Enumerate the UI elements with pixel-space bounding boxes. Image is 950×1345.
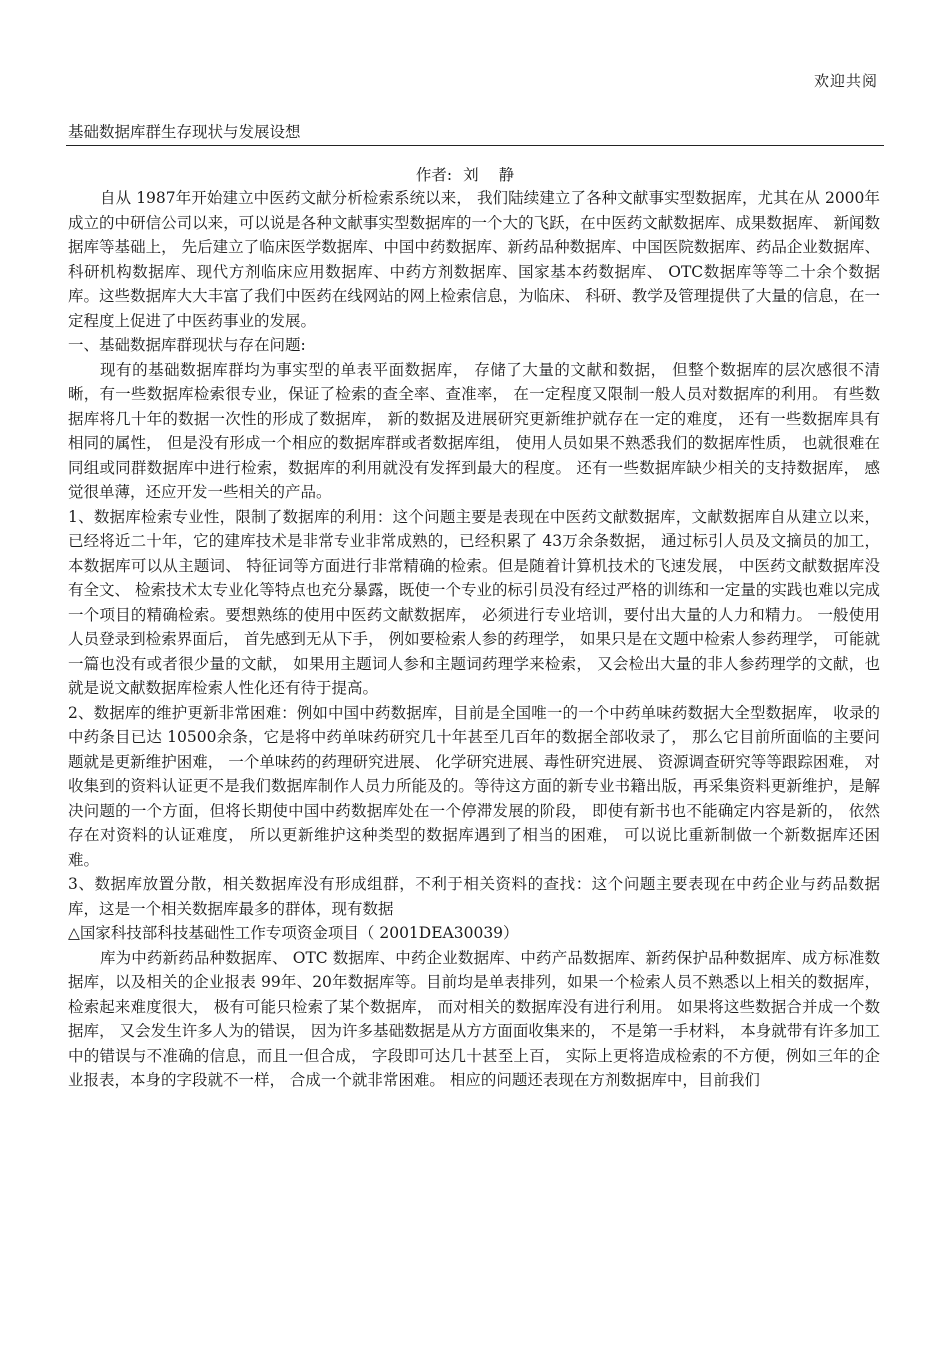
author-byline	[0, 163, 950, 185]
author-label: 作者:	[415, 166, 453, 184]
paragraph: 2、数据库的维护更新非常困难：例如中国中药数据库，目前是全国唯一的一个中药单味药数据大全型数据库， 收录的中药条目已达 10500余条，它是将中药单味药研究几十年甚至几百年的数据全部收录了， 那么它目前所面临的主要问题就是更新维护困难， 一个单味药的药理研究进展、 化学研究进展、毒性研究进展、 资源调查研究等等跟踪困难， 对收集到的资料认证更不是我们数据库制作人员力所能及的。等待这方面的新专业书籍出版，再采集资料更新维护，是解决问题的一个方面，但将长期使中国中药数据库处在一个停滞发展的阶段， 即使有新书也不能确定内容是新的， 依然存在对资料的认证难度， 所以更新维护这种类型的数据库遇到了相当的困难， 可以说比重新制做一个新数据库还困难。	[68, 703, 880, 869]
paragraph: 3、数据库放置分散，相关数据库没有形成组群，不利于相关资料的查找：这个问题主要表现在中药企业与药品数据库，这是一个相关数据库最多的群体，现有数据	[68, 875, 880, 918]
paragraph: 现有的基础数据库群均为事实型的单表平面数据库， 存储了大量的文献和数据， 但整个数据库的层次感很不清晰，有一些数据库检索很专业，保证了检索的查全率、查准率， 在一定程度又限制一般人员对数据库的利用。 有些数据库将几十年的数据一次性的形成了数据库， 新的数据及进展研究更新维护就存在一定的难度， 还有一些数据库具有相同的属性， 但是没有形成一个相应的数据库群或者数据库组， 使用人员如果不熟悉我们的数据库性质， 也就很难在同组或同群数据库中进行检索，数据库的利用就没有发挥到最大的程度。 还有一些数据库缺少相关的支持数据库， 感觉很单薄，还应开发一些相关的产品。	[68, 360, 880, 501]
paragraph: 1、数据库检索专业性，限制了数据库的利用：这个问题主要是表现在中医药文献数据库，文献数据库自从建立以来，已经将近二十年，它的建库技术是非常专业非常成熟的，已经积累了 43万余条数据， 通过标引人员及文摘员的加工， 本数据库可以从主题词、 特征词等方面进行非常精确的检索。但是随着计算机技术的飞速发展， 中医药文献数据库没有全文、 检索技术太专业化等特点也充分暴露，既使一个专业的标引员没有经过严格的训练和一定量的实践也难以完成一个项目的精确检索。要想熟练的使用中医药文献数据库， 必须进行专业培训，要付出大量的人力和精力。 一般使用人员登录到检索界面后， 首先感到无从下手， 例如要检索人参的药理学， 如果只是在文题中检索人参药理学， 可能就一篇也没有或者很少量的文献， 如果用主题词人参和主题词药理学来检索， 又会检出大量的非人参药理学的文献，也就是说文献数据库检索人性化还有待于提高。	[68, 507, 880, 697]
document-title: 基础数据库群生存现状与发展设想	[68, 123, 301, 141]
header-welcome: 欢迎共阅	[813, 72, 878, 90]
paragraph: 库为中药新药品种数据库、 OTC 数据库、中药企业数据库、中药产品数据库、新药保护品种数据库、成方标准数据库，以及相关的企业报表 99年、20年数据库等。目前均是单表排列，如果一个检索人员不熟悉以上相关的数据库， 检索起来难度很大， 极有可能只检索了某个数据库， 而对相关的数据库没有进行利用。 如果将这些数据合并成一个数据库， 又会发生许多人为的错误， 因为许多基础数据是从方方面面收集来的， 不是第一手材料， 本身就带有许多加工中的错误与不准确的信息，而且一但合成， 字段即可达几十甚至上百， 实际上更将造成检索的不方便，例如三年的企业报表，本身的字段就不一样， 合成一个就非常困难。 相应的问题还表现在方剂数据库中，目前我们	[68, 948, 880, 1089]
author-name: 刘静	[463, 166, 535, 184]
document-body	[68, 186, 880, 1093]
title-divider	[66, 145, 884, 146]
paragraph: △国家科技部科技基础性工作专项资金项目（ 2001DEA30039）	[68, 924, 519, 942]
paragraph: 一、基础数据库群现状与存在问题:	[68, 336, 306, 354]
paragraph: 自从 1987年开始建立中医药文献分析检索系统以来， 我们陆续建立了各种文献事实型数据库，尤其在从 2000年成立的中研信公司以来，可以说是各种文献事实型数据库的一个大的飞跃，在中医药文献数据库、成果数据库、 新闻数据库等基础上， 先后建立了临床医学数据库、中国中药数据库、新药品种数据库、中国医院数据库、药品企业数据库、科研机构数据库、现代方剂临床应用数据库、中药方剂数据库、国家基本药数据库、 OTC数据库等等二十余个数据库。这些数据库大大丰富了我们中医药在线网站的网上检索信息，为临床、 科研、教学及管理提供了大量的信息，在一定程度上促进了中医药事业的发展。	[68, 189, 880, 330]
